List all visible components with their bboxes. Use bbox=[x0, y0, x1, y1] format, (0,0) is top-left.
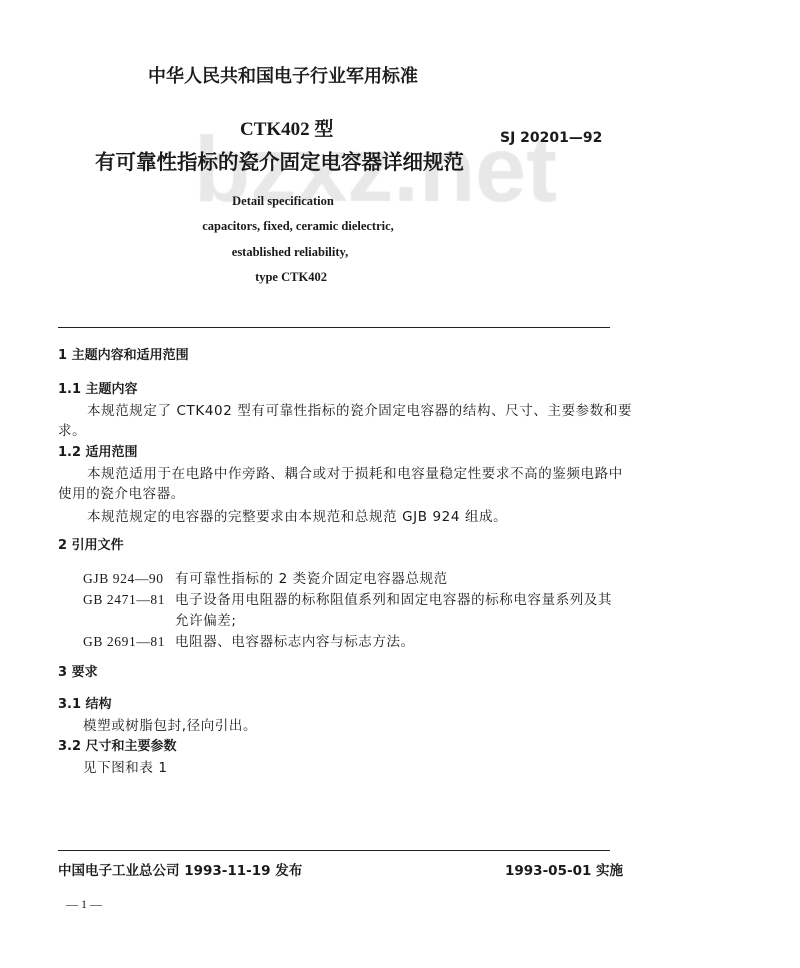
paragraph-line: 本规范规定的电容器的完整要求由本规范和总规范 GJB 924 组成。 bbox=[87, 509, 508, 525]
title-en-line: Detail specification bbox=[232, 194, 334, 208]
section-heading: 1.2 适用范围 bbox=[58, 445, 138, 460]
title-en-line: established reliability, bbox=[231, 245, 349, 259]
standard-number: SJ 20201—92 bbox=[500, 130, 603, 146]
paragraph-line: 模塑或树脂包封,径向引出。 bbox=[83, 718, 258, 734]
ref-code: GB 2691—81 bbox=[83, 634, 166, 649]
title-en-line: capacitors, fixed, ceramic dielectric, bbox=[202, 219, 394, 233]
ref-code: GB 2471—81 bbox=[83, 592, 166, 607]
section-heading: 1 主题内容和适用范围 bbox=[58, 348, 189, 363]
ref-title: 电子设备用电阻器的标称阻值系列和固定电容器的标称电容量系列及其 bbox=[175, 592, 613, 608]
ref-code: GJB 924—90 bbox=[83, 571, 164, 586]
paragraph-line: 见下图和表 1 bbox=[83, 760, 168, 776]
standard-category: 中华人民共和国电子行业军用标准 bbox=[148, 66, 418, 87]
section-heading: 3.2 尺寸和主要参数 bbox=[58, 739, 177, 754]
paragraph-line: 使用的瓷介电容器。 bbox=[58, 486, 185, 502]
effective-date: 1993-05-01 实施 bbox=[505, 863, 624, 879]
model-title: CTK402 型 bbox=[240, 119, 334, 140]
title-cn: 有可靠性指标的瓷介固定电容器详细规范 bbox=[95, 150, 464, 174]
title-en-line: type CTK402 bbox=[255, 270, 327, 284]
section-heading: 3 要求 bbox=[58, 665, 98, 680]
section-heading: 1.1 主题内容 bbox=[58, 382, 138, 397]
section-heading: 3.1 结构 bbox=[58, 697, 112, 712]
ref-title: 电阻器、电容器标志内容与标志方法。 bbox=[175, 634, 415, 650]
paragraph-line: 本规范适用于在电路中作旁路、耦合或对于损耗和电容量稳定性要求不高的鉴频电路中 bbox=[87, 466, 623, 482]
paragraph-line: 本规范规定了 CTK402 型有可靠性指标的瓷介固定电容器的结构、尺寸、主要参数和要 bbox=[87, 403, 633, 419]
divider bbox=[58, 327, 610, 328]
footer-divider bbox=[58, 850, 610, 851]
ref-title-cont: 允许偏差; bbox=[175, 613, 237, 629]
issuer: 中国电子工业总公司 1993-11-19 发布 bbox=[58, 863, 303, 879]
paragraph-line: 求。 bbox=[58, 423, 87, 439]
section-heading: 2 引用文件 bbox=[58, 538, 124, 553]
ref-title: 有可靠性指标的 2 类瓷介固定电容器总规范 bbox=[175, 571, 448, 587]
page-number: — 1 — bbox=[66, 897, 102, 911]
